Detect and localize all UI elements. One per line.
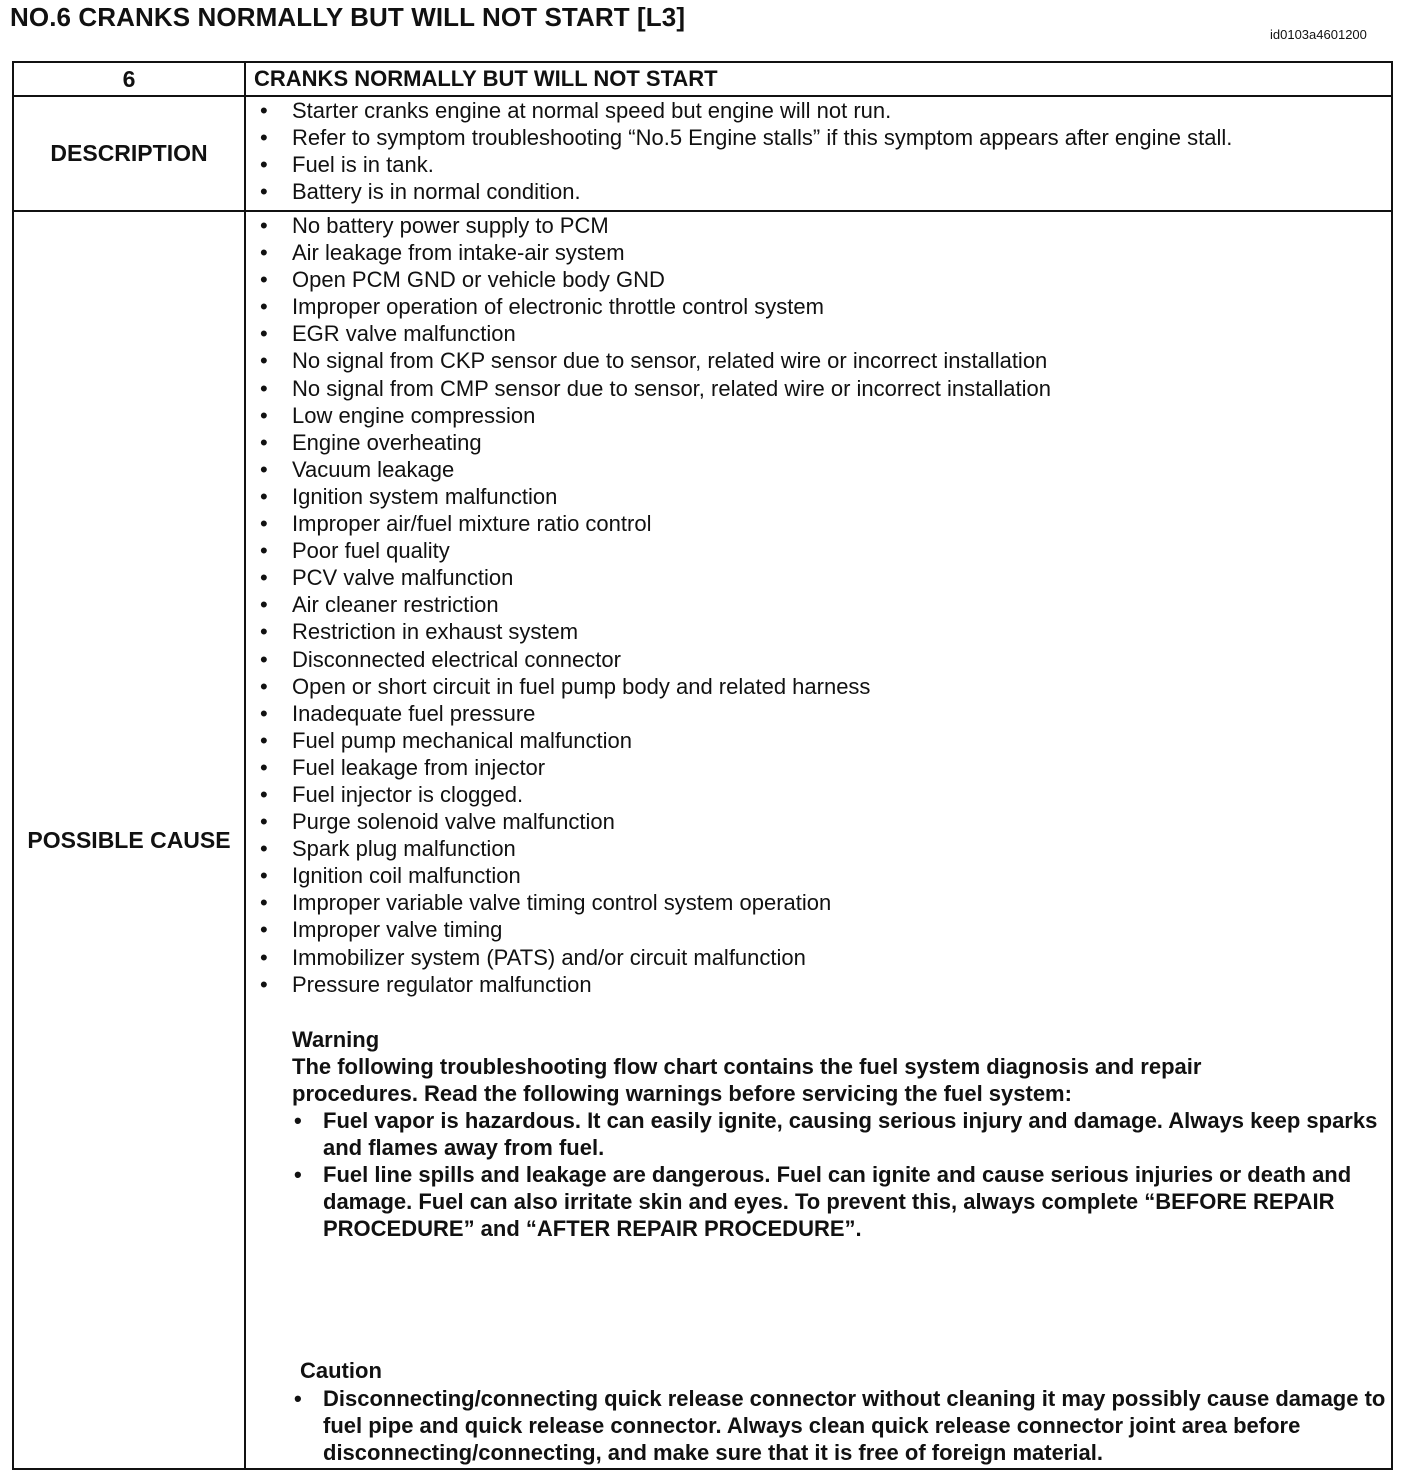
list-item: • Refer to symptom troubleshooting “No.5 Engine stalls” if this symptom appears after engine stall. <box>246 124 1391 151</box>
list-item: • Pressure regulator malfunction <box>246 971 1391 998</box>
list-item: • Air leakage from intake-air system <box>246 239 1391 266</box>
warning-item: • Fuel line spills and leakage are dangerous. Fuel can ignite and cause serious injuries or death and damage. Fuel can also irritate skin and eyes. To prevent this, always complete “BEFORE REPAIR PROCEDURE” and “AFTER REPAIR PROCEDURE”. <box>292 1161 1391 1242</box>
list-item: • Engine overheating <box>246 429 1391 456</box>
possible-cause-list <box>246 212 1391 998</box>
caution-item: • Disconnecting/connecting quick release connector without cleaning it may possibly cause damage to fuel pipe and quick release connector. Always clean quick release connector joint area before disconnecting/connecting, and make sure that it is free of foreign material. <box>292 1385 1391 1466</box>
troubleshooting-table <box>12 61 1393 1470</box>
warning-heading: Warning <box>292 1026 380 1052</box>
list-item: • No signal from CKP sensor due to sensor, related wire or incorrect installation <box>246 347 1391 374</box>
description-row <box>13 96 1392 211</box>
warning-list <box>292 1107 1391 1242</box>
list-item: • Improper variable valve timing control system operation <box>246 889 1391 916</box>
page-title: NO.6 CRANKS NORMALLY BUT WILL NOT START [L3] <box>10 2 686 32</box>
list-item: • Poor fuel quality <box>246 537 1391 564</box>
list-item: • Improper air/fuel mixture ratio control <box>246 510 1391 537</box>
list-item: • Open or short circuit in fuel pump body and related harness <box>246 673 1391 700</box>
list-item: • Spark plug malfunction <box>246 835 1391 862</box>
list-item: • Open PCM GND or vehicle body GND <box>246 266 1391 293</box>
list-item: • Inadequate fuel pressure <box>246 700 1391 727</box>
symptom-title: CRANKS NORMALLY BUT WILL NOT START <box>245 62 1392 96</box>
list-item: • Starter cranks engine at normal speed but engine will not run. <box>246 97 1391 124</box>
list-item: • EGR valve malfunction <box>246 320 1391 347</box>
list-item: • Air cleaner restriction <box>246 591 1391 618</box>
list-item: • Fuel is in tank. <box>246 151 1391 178</box>
warning-item: • Fuel vapor is hazardous. It can easily ignite, causing serious injury and damage. Always keep sparks and flames away from fuel. <box>292 1107 1391 1161</box>
list-item: • Ignition system malfunction <box>246 483 1391 510</box>
description-label: DESCRIPTION <box>13 96 245 211</box>
list-item: • Vacuum leakage <box>246 456 1391 483</box>
description-cell <box>245 96 1392 211</box>
document-id: id0103a4601200 <box>1270 27 1367 42</box>
list-item: • Purge solenoid valve malfunction <box>246 808 1391 835</box>
caution-list <box>292 1385 1391 1466</box>
list-item: • Fuel injector is clogged. <box>246 781 1391 808</box>
warning-block <box>246 1026 1391 1243</box>
list-item: • Fuel pump mechanical malfunction <box>246 727 1391 754</box>
list-item: • Battery is in normal condition. <box>246 178 1391 205</box>
list-item: • No signal from CMP sensor due to sensor, related wire or incorrect installation <box>246 375 1391 402</box>
table-header-row <box>13 62 1392 96</box>
list-item: • PCV valve malfunction <box>246 564 1391 591</box>
list-item: • Immobilizer system (PATS) and/or circuit malfunction <box>246 944 1391 971</box>
possible-cause-cell <box>245 211 1392 1469</box>
possible-cause-label: POSSIBLE CAUSE <box>13 211 245 1469</box>
list-item: • Improper operation of electronic throttle control system <box>246 293 1391 320</box>
list-item: • No battery power supply to PCM <box>246 212 1391 239</box>
list-item: • Low engine compression <box>246 402 1391 429</box>
list-item: • Fuel leakage from injector <box>246 754 1391 781</box>
symptom-number: 6 <box>13 62 245 96</box>
caution-block <box>246 1357 1391 1465</box>
warning-body: The following troubleshooting flow chart contains the fuel system diagnosis and repair procedures. Read the following warnings before servicing the fuel system: <box>292 1053 1202 1106</box>
possible-cause-row <box>13 211 1392 1469</box>
caution-heading: Caution <box>300 1358 382 1384</box>
list-item: • Improper valve timing <box>246 916 1391 943</box>
list-item: • Restriction in exhaust system <box>246 618 1391 645</box>
list-item: • Ignition coil malfunction <box>246 862 1391 889</box>
description-list <box>246 97 1391 205</box>
list-item: • Disconnected electrical connector <box>246 646 1391 673</box>
